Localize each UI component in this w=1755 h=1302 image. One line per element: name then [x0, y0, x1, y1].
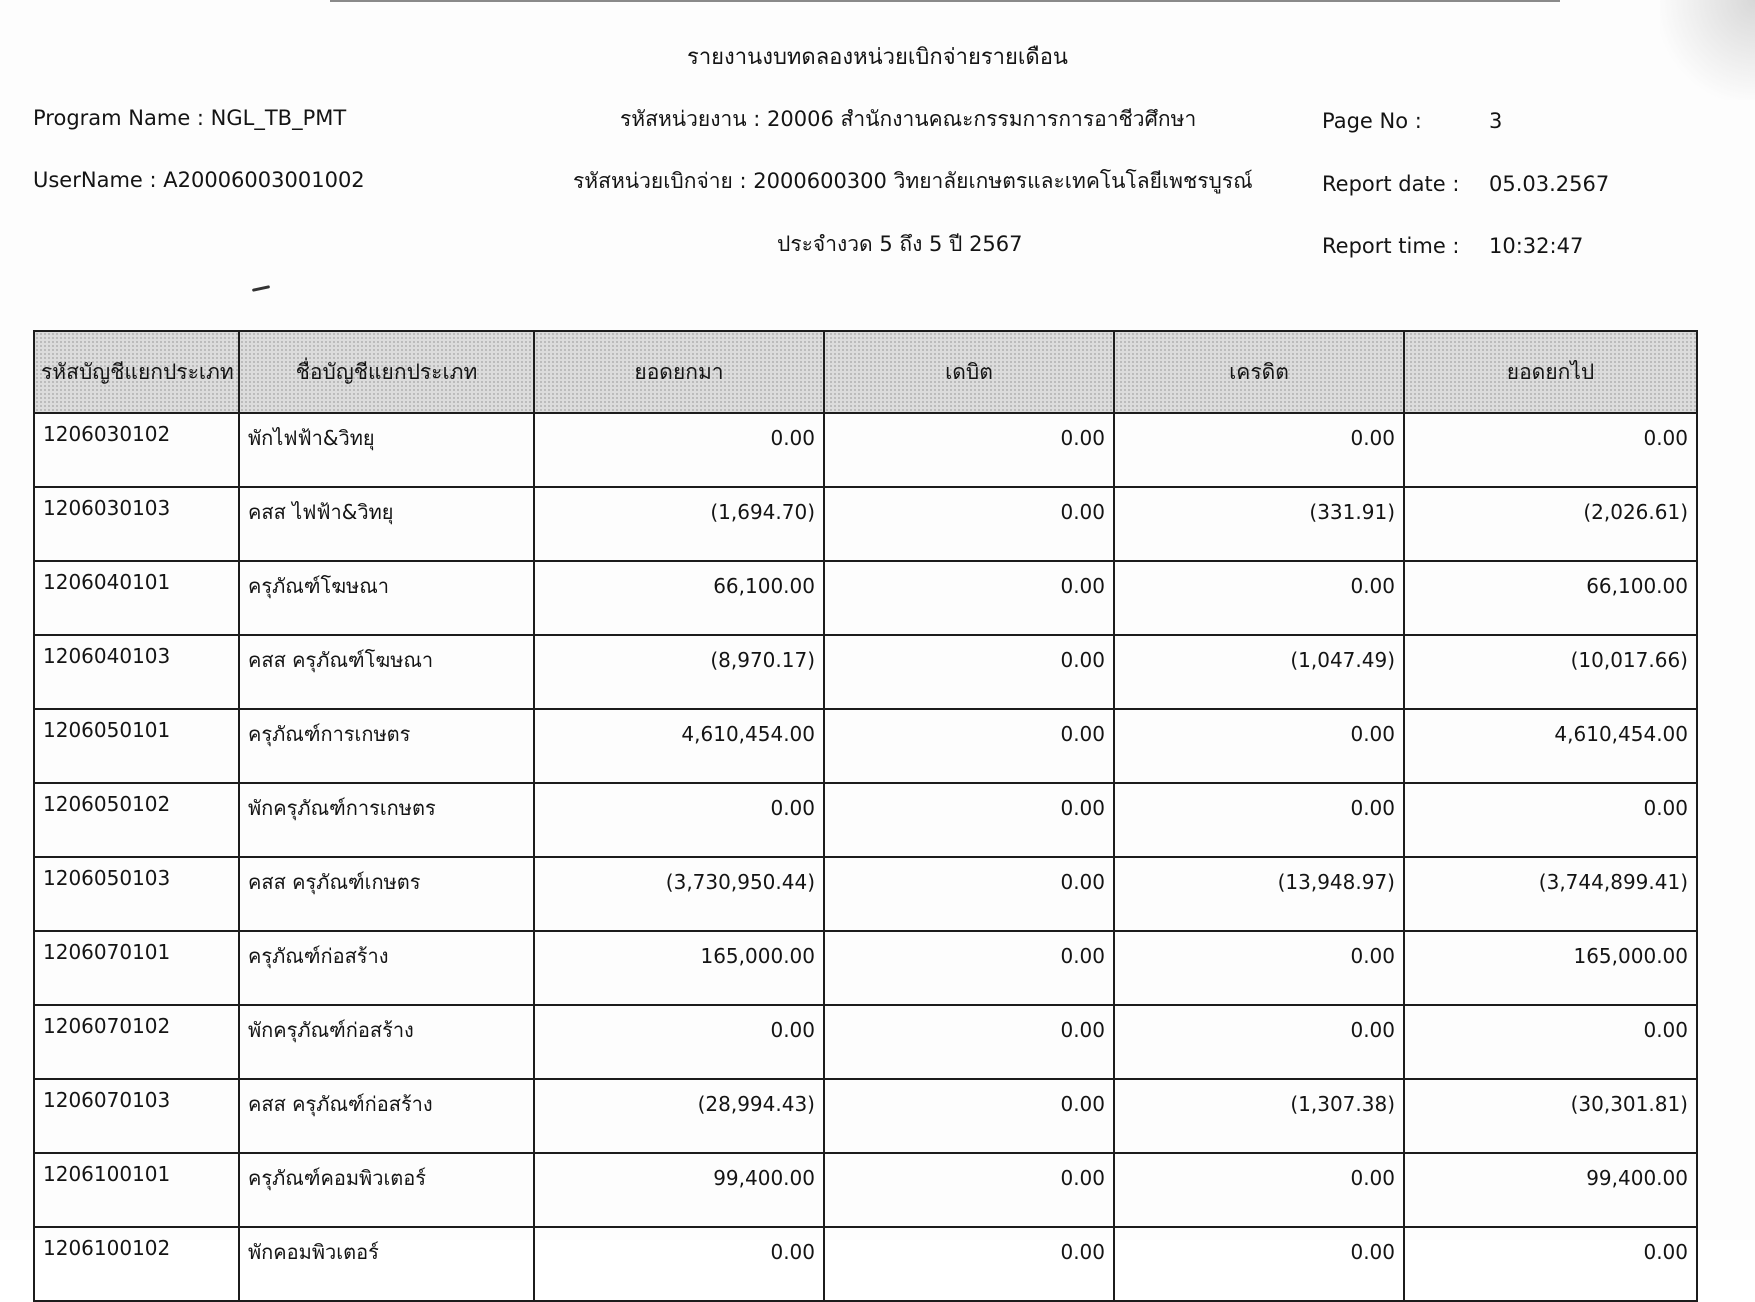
program-name: Program Name : NGL_TB_PMT	[33, 106, 347, 130]
debit-cell: 0.00	[824, 931, 1114, 1005]
table-row	[34, 783, 1697, 857]
carried-forward-cell: 0.00	[1404, 783, 1697, 857]
account-name-cell: คสส ครุภัณฑ์ก่อสร้าง	[239, 1079, 534, 1153]
brought-forward-cell: 0.00	[534, 783, 824, 857]
account-name-cell: คสส ครุภัณฑ์เกษตร	[239, 857, 534, 931]
table-row	[34, 561, 1697, 635]
credit-cell: 0.00	[1114, 1153, 1404, 1227]
brought-forward-cell: 99,400.00	[534, 1153, 824, 1227]
top-border-rule	[330, 0, 1560, 2]
brought-forward-cell: (3,730,950.44)	[534, 857, 824, 931]
brought-forward-cell: 66,100.00	[534, 561, 824, 635]
carried-forward-cell: 0.00	[1404, 1005, 1697, 1079]
table-row	[34, 1005, 1697, 1079]
account-code-cell: 1206030103	[34, 487, 239, 561]
table-row	[34, 635, 1697, 709]
table-header-row	[34, 331, 1697, 413]
table-row	[34, 1227, 1697, 1301]
brought-forward-cell: (8,970.17)	[534, 635, 824, 709]
debit-cell: 0.00	[824, 1005, 1114, 1079]
carried-forward-cell: (10,017.66)	[1404, 635, 1697, 709]
account-code-cell: 1206040103	[34, 635, 239, 709]
credit-cell: 0.00	[1114, 1227, 1404, 1301]
table-row	[34, 1079, 1697, 1153]
account-code-cell: 1206100101	[34, 1153, 239, 1227]
table-row	[34, 709, 1697, 783]
carried-forward-cell: 99,400.00	[1404, 1153, 1697, 1227]
table-row	[34, 413, 1697, 487]
account-code-cell: 1206030102	[34, 413, 239, 487]
table-row	[34, 487, 1697, 561]
carried-forward-cell: 0.00	[1404, 413, 1697, 487]
account-name-cell: พักครุภัณฑ์ก่อสร้าง	[239, 1005, 534, 1079]
account-name-cell: ครุภัณฑ์การเกษตร	[239, 709, 534, 783]
brought-forward-cell: 0.00	[534, 1005, 824, 1079]
credit-cell: (331.91)	[1114, 487, 1404, 561]
debit-cell: 0.00	[824, 413, 1114, 487]
account-name-cell: ครุภัณฑ์ก่อสร้าง	[239, 931, 534, 1005]
trial-balance-table	[33, 330, 1698, 1302]
carried-forward-cell: 66,100.00	[1404, 561, 1697, 635]
column-header-carried-forward: ยอดยกไป	[1404, 331, 1697, 413]
table-body	[34, 413, 1697, 1301]
account-code-cell: 1206050103	[34, 857, 239, 931]
debit-cell: 0.00	[824, 857, 1114, 931]
account-code-cell: 1206070101	[34, 931, 239, 1005]
account-name-cell: ครุภัณฑ์โฆษณา	[239, 561, 534, 635]
agency-code: รหัสหน่วยงาน : 20006 สำนักงานคณะกรรมการการอาชีวศึกษา	[620, 107, 1197, 131]
debit-cell: 0.00	[824, 1153, 1114, 1227]
report-title: รายงานงบทดลองหน่วยเบิกจ่ายรายเดือน	[687, 45, 1068, 70]
table-row	[34, 857, 1697, 931]
brought-forward-cell: 4,610,454.00	[534, 709, 824, 783]
table-row	[34, 931, 1697, 1005]
report-period: ประจำงวด 5 ถึง 5 ปี 2567	[777, 232, 1023, 256]
column-header-brought-forward: ยอดยกมา	[534, 331, 824, 413]
carried-forward-cell: 4,610,454.00	[1404, 709, 1697, 783]
account-name-cell: ครุภัณฑ์คอมพิวเตอร์	[239, 1153, 534, 1227]
credit-cell: (1,047.49)	[1114, 635, 1404, 709]
debit-cell: 0.00	[824, 487, 1114, 561]
account-name-cell: พักครุภัณฑ์การเกษตร	[239, 783, 534, 857]
credit-cell: 0.00	[1114, 561, 1404, 635]
brought-forward-cell: 165,000.00	[534, 931, 824, 1005]
carried-forward-cell: (2,026.61)	[1404, 487, 1697, 561]
debit-cell: 0.00	[824, 1227, 1114, 1301]
disbursing-unit-code: รหัสหน่วยเบิกจ่าย : 2000600300 วิทยาลัยเกษตรและเทคโนโลยีเพชรบูรณ์	[573, 169, 1253, 193]
brought-forward-cell: 0.00	[534, 1227, 824, 1301]
account-code-cell: 1206040101	[34, 561, 239, 635]
debit-cell: 0.00	[824, 1079, 1114, 1153]
credit-cell: 0.00	[1114, 709, 1404, 783]
account-name-cell: คสส ครุภัณฑ์โฆษณา	[239, 635, 534, 709]
brought-forward-cell: (1,694.70)	[534, 487, 824, 561]
account-name-cell: พักคอมพิวเตอร์	[239, 1227, 534, 1301]
credit-cell: 0.00	[1114, 1005, 1404, 1079]
debit-cell: 0.00	[824, 561, 1114, 635]
report-time-value: 10:32:47	[1489, 234, 1584, 258]
column-header-credit: เครดิต	[1114, 331, 1404, 413]
carried-forward-cell: 165,000.00	[1404, 931, 1697, 1005]
column-header-account-name: ชื่อบัญชีแยกประเภท	[239, 331, 534, 413]
account-name-cell: คสส ไฟฟ้า&วิทยุ	[239, 487, 534, 561]
table-row	[34, 1153, 1697, 1227]
account-code-cell: 1206050102	[34, 783, 239, 857]
report-date-label: Report date :	[1322, 172, 1460, 196]
page-no-value: 3	[1489, 109, 1503, 133]
brought-forward-cell: 0.00	[534, 413, 824, 487]
carried-forward-cell: (3,744,899.41)	[1404, 857, 1697, 931]
credit-cell: 0.00	[1114, 931, 1404, 1005]
account-code-cell: 1206070103	[34, 1079, 239, 1153]
carried-forward-cell: (30,301.81)	[1404, 1079, 1697, 1153]
pen-mark	[252, 285, 270, 292]
credit-cell: (13,948.97)	[1114, 857, 1404, 931]
account-code-cell: 1206100102	[34, 1227, 239, 1301]
report-date-value: 05.03.2567	[1489, 172, 1610, 196]
column-header-account-code: รหัสบัญชีแยกประเภท	[34, 331, 239, 413]
credit-cell: 0.00	[1114, 413, 1404, 487]
debit-cell: 0.00	[824, 709, 1114, 783]
account-code-cell: 1206050101	[34, 709, 239, 783]
account-code-cell: 1206070102	[34, 1005, 239, 1079]
report-time-label: Report time :	[1322, 234, 1460, 258]
account-name-cell: พักไฟฟ้า&วิทยุ	[239, 413, 534, 487]
username: UserName : A20006003001002	[33, 168, 365, 192]
page-no-label: Page No :	[1322, 109, 1422, 133]
credit-cell: 0.00	[1114, 783, 1404, 857]
credit-cell: (1,307.38)	[1114, 1079, 1404, 1153]
brought-forward-cell: (28,994.43)	[534, 1079, 824, 1153]
carried-forward-cell: 0.00	[1404, 1227, 1697, 1301]
column-header-debit: เดบิต	[824, 331, 1114, 413]
debit-cell: 0.00	[824, 783, 1114, 857]
debit-cell: 0.00	[824, 635, 1114, 709]
